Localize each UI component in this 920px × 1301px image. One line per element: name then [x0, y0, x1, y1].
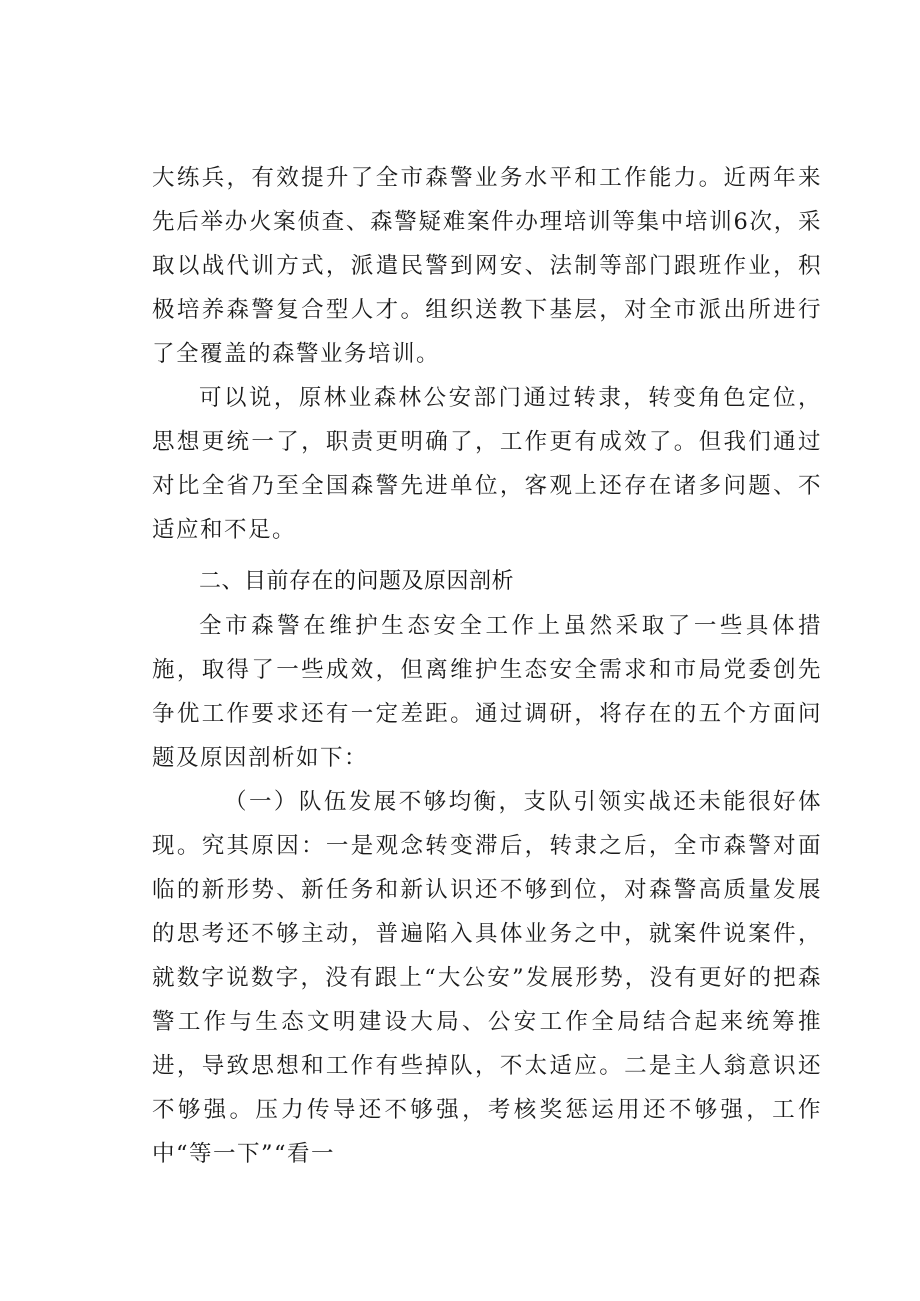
paragraph-summary: 可以说，原林业森林公安部门通过转隶，转变角色定位，思想更统一了，职责更明确了，工作更有成效了。但我们通过对比全省乃至全国森警先进单位，客观上还存在诸多问题、不适应和不足。 — [152, 385, 822, 543]
paragraph-issue-one: （一）队伍发展不够均衡，支队引领实战还未能很好体现。究其原因：一是观念转变滞后，转隶之后，全市森警对面临的新形势、新任务和新认识还不够到位，对森警高质量发展的思考还不够主动，普遍陷入具体业务之中，就案件说案件，就数字说数字，没有跟上“大公安”发展形势，没有更好的把森警工作与生态文明建设大局、公安工作全局结合起来统筹推进，导致思想和工作有些掉队，不太适应。二是主人翁意识还不够强。压力传导还不够强，考核奖惩运用还不够强，工作中“等一下”“看一 — [152, 789, 822, 1167]
paragraph-training: 大练兵，有效提升了全市森警业务水平和工作能力。近两年来先后举办火案侦查、森警疑难案件办理培训等集中培训6次，采取以战代训方式，派遣民警到网安、法制等部门跟班作业，积极培养森警复合型人才。组织送教下基层，对全市派出所进行了全覆盖的森警业务培训。 — [152, 165, 822, 367]
paragraph-overview: 全市森警在维护生态安全工作上虽然采取了一些具体措施，取得了一些成效，但离维护生态安全需求和市局党委创先争优工作要求还有一定差距。通过调研，将存在的五个方面问题及原因剖析如下： — [152, 613, 822, 771]
document-body — [152, 156, 822, 1176]
section-heading: 二、目前存在的问题及原因剖析 — [199, 569, 515, 594]
